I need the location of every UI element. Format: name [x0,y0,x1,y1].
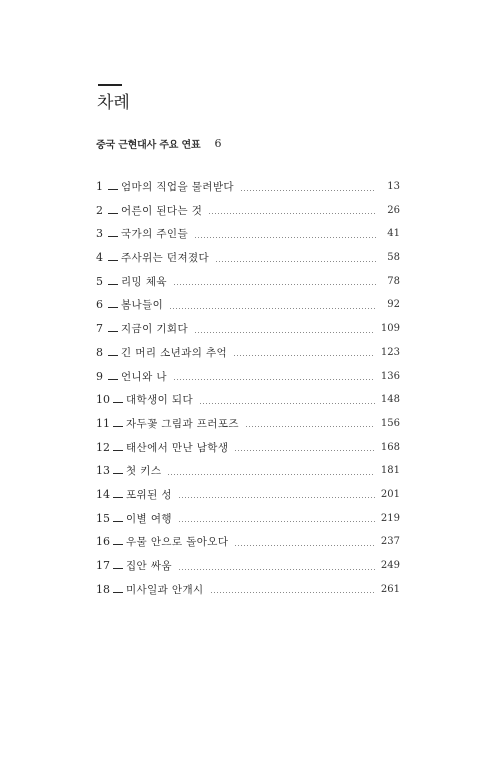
chapter-number: 7 [96,322,103,336]
toc-entry[interactable] [96,273,400,290]
chapter-page-number: 181 [380,465,400,477]
dot-leader [245,426,375,427]
chapter-page-number: 249 [380,560,400,571]
number-underscore [108,260,118,261]
chapter-number: 12 [96,440,110,454]
title-rule [98,84,122,86]
number-underscore [113,592,123,593]
chapter-title: 리밍 체육 [121,275,167,288]
chapter-page-number: 136 [380,370,400,382]
number-underscore [108,189,118,190]
chapter-page-number: 261 [380,583,400,595]
dot-leader [178,497,375,498]
toc-entry[interactable] [96,557,400,574]
dot-leader [178,569,375,570]
chapter-page-number: 201 [380,488,400,500]
chapter-number: 16 [96,535,110,549]
table-of-contents [96,178,400,604]
chapter-number: 18 [96,582,110,596]
chapter-number: 14 [96,487,110,501]
chapter-title: 국가의 주인들 [121,228,188,241]
dot-leader [240,190,376,191]
chapter-number: 3 [96,227,103,241]
dot-leader [199,403,375,404]
dot-leader [234,450,375,451]
toc-entry[interactable] [96,202,400,219]
toc-entry[interactable] [96,510,400,527]
chapter-title: 긴 머리 소년과의 추억 [121,346,228,359]
number-underscore [108,355,118,356]
number-underscore [108,213,118,214]
chapter-title: 지금이 기회다 [121,323,188,336]
chapter-title: 포위된 성 [126,488,172,501]
dot-leader [173,379,375,380]
number-underscore [113,473,123,474]
page-title: 차례 [97,93,130,113]
number-underscore [108,379,118,380]
dot-leader [167,474,375,475]
number-underscore [113,521,123,522]
dot-leader [169,308,376,309]
chapter-number: 2 [96,203,103,217]
dot-leader [234,545,375,546]
chapter-title: 언니와 나 [121,370,167,383]
chapter-title: 미사일과 안개시 [126,583,204,596]
chapter-page-number: 219 [380,512,400,524]
number-underscore [108,236,118,237]
chapter-title: 자두꽃 그림과 프러포즈 [126,417,239,430]
chapter-page-number: 92 [387,299,400,311]
chapter-page-number: 168 [380,441,400,453]
number-underscore [113,544,123,545]
dot-leader [215,261,376,262]
toc-preface-page: 6 [214,136,222,150]
chapter-number: 11 [96,416,110,430]
toc-entry[interactable] [96,439,400,456]
toc-entry[interactable] [96,462,400,479]
dot-leader [210,592,375,593]
toc-entry[interactable] [96,178,400,195]
chapter-title: 봄나들이 [121,299,164,312]
toc-entry[interactable] [96,533,400,550]
number-underscore [113,402,123,403]
toc-entry[interactable] [96,581,400,598]
chapter-title: 주사위는 던져졌다 [121,252,210,265]
toc-entry[interactable] [96,391,400,408]
toc-entry[interactable] [96,249,400,266]
chapter-page-number: 109 [380,323,400,335]
number-underscore [113,450,123,451]
chapter-number: 10 [96,393,110,407]
number-underscore [108,307,118,308]
toc-preface-title: 중국 근현대사 주요 연표 [96,139,201,151]
chapter-page-number: 58 [387,252,400,264]
chapter-page-number: 237 [380,536,400,548]
chapter-number: 17 [96,559,110,572]
dot-leader [208,213,376,214]
dot-leader [178,521,375,522]
toc-entry[interactable] [96,415,400,432]
chapter-number: 5 [96,274,103,288]
chapter-title: 대학생이 되다 [126,394,193,407]
chapter-page-number: 41 [387,228,400,240]
toc-entry[interactable] [96,320,400,337]
chapter-page-number: 26 [387,204,400,216]
chapter-title: 어른이 된다는 것 [121,204,203,217]
chapter-number: 8 [96,345,103,359]
toc-preface-entry[interactable] [96,136,221,150]
chapter-title: 엄마의 직업을 물려받다 [121,181,234,193]
toc-entry[interactable] [96,368,400,385]
chapter-page-number: 78 [387,275,400,287]
chapter-title: 이별 여행 [126,512,172,525]
number-underscore [113,568,123,569]
chapter-title: 집안 싸움 [126,560,172,572]
chapter-page-number: 123 [380,346,400,358]
dot-leader [194,332,375,333]
number-underscore [113,497,123,498]
dot-leader [194,237,376,238]
number-underscore [108,331,118,332]
chapter-title: 태산에서 만난 남학생 [126,441,229,454]
toc-entry[interactable] [96,486,400,503]
chapter-page-number: 156 [380,417,400,429]
number-underscore [113,426,123,427]
chapter-number: 1 [96,180,103,193]
chapter-number: 6 [96,298,103,312]
chapter-title: 첫 키스 [126,465,162,478]
chapter-title: 우물 안으로 돌아오다 [126,536,229,549]
chapter-number: 4 [96,251,103,265]
dot-leader [173,284,376,285]
toc-entry[interactable] [96,296,400,313]
chapter-page-number: 13 [387,181,400,192]
chapter-page-number: 148 [380,394,400,406]
toc-entry[interactable] [96,225,400,242]
dot-leader [233,355,375,356]
chapter-number: 9 [96,369,103,383]
number-underscore [108,284,118,285]
toc-entry[interactable] [96,344,400,361]
chapter-number: 13 [96,464,110,478]
chapter-number: 15 [96,511,110,525]
